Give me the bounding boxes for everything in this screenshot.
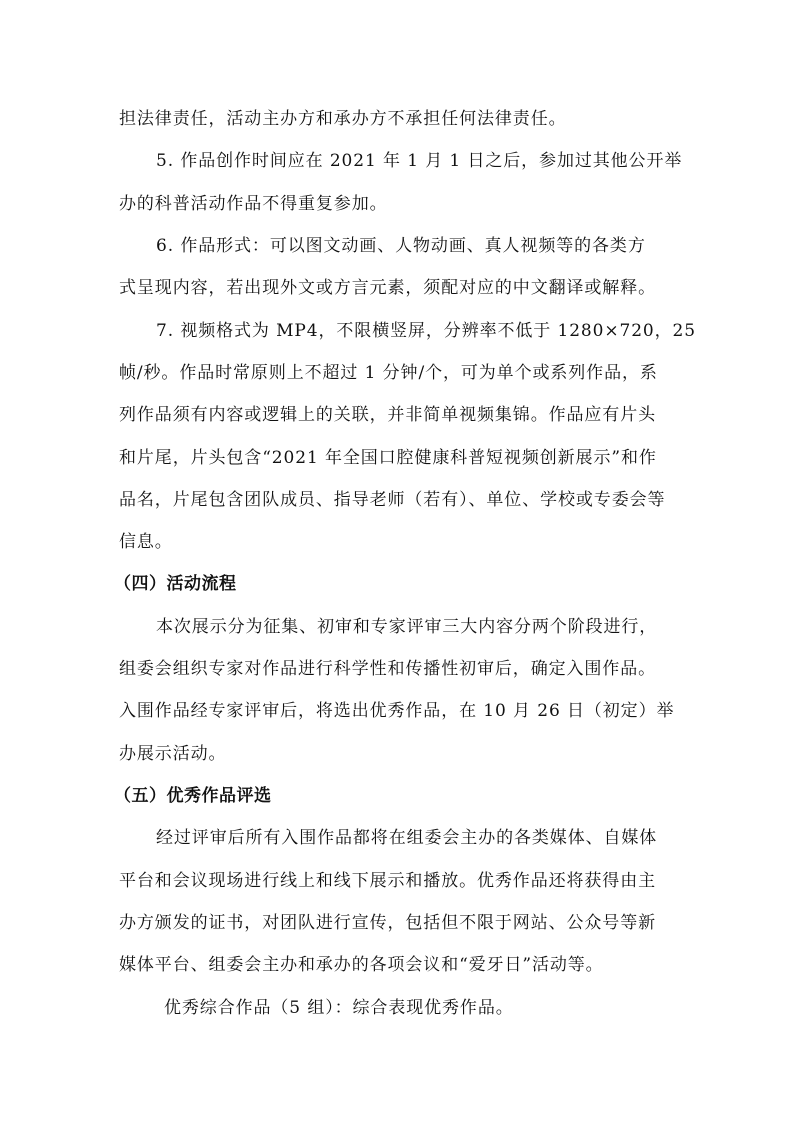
paragraph-line: 帧/秒。作品时常原则上不超过 1 分钟/个，可为单个或系列作品，系	[119, 363, 658, 383]
paragraph-line: 办方颁发的证书，对团队进行宣传，包括但不限于网站、公众号等新	[119, 913, 656, 933]
paragraph-line: 办的科普活动作品不得重复参加。	[119, 194, 388, 214]
section-heading: （四）活动流程	[114, 574, 237, 594]
paragraph-line: 式呈现内容，若出现外文或方言元素，须配对应的中文翻译或解释。	[119, 278, 656, 298]
paragraph-line: 7. 视频格式为 MP4，不限横竖屏，分辨率不低于 1280×720，25	[156, 321, 696, 341]
paragraph-line: 担法律责任，活动主办方和承办方不承担任何法律责任。	[119, 109, 567, 129]
paragraph-line: 优秀综合作品（5 组）：综合表现优秀作品。	[164, 998, 514, 1018]
paragraph-line: 5. 作品创作时间应在 2021 年 1 月 1 日之后，参加过其他公开举	[156, 151, 683, 171]
section-heading: （五）优秀作品评选	[114, 786, 272, 806]
paragraph-line: 6. 作品形式：可以图文动画、人物动画、真人视频等的各类方	[156, 236, 646, 256]
paragraph-line: 本次展示分为征集、初审和专家评审三大内容分两个阶段进行，	[156, 617, 658, 637]
paragraph-line: 媒体平台、组委会主办和承办的各项会议和“爱牙日”活动等。	[119, 955, 604, 975]
paragraph-line: 品名，片尾包含团队成员、指导老师（若有）、单位、学校或专委会等	[119, 490, 666, 510]
paragraph-line: 列作品须有内容或逻辑上的关联，并非简单视频集锦。作品应有片头	[119, 405, 656, 425]
paragraph-line: 经过评审后所有入围作品都将在组委会主办的各类媒体、自媒体	[156, 828, 658, 848]
paragraph-line: 和片尾，片头包含“2021 年全国口腔健康科普短视频创新展示”和作	[119, 448, 657, 468]
paragraph-line: 入围作品经专家评审后，将选出优秀作品，在 10 月 26 日（初定）举	[119, 701, 675, 721]
paragraph-line: 办展示活动。	[119, 744, 227, 764]
paragraph-line: 平台和会议现场进行线上和线下展示和播放。优秀作品还将获得由主	[119, 871, 656, 891]
paragraph-line: 信息。	[119, 532, 173, 552]
paragraph-line: 组委会组织专家对作品进行科学性和传播性初审后，确定入围作品。	[119, 659, 656, 679]
